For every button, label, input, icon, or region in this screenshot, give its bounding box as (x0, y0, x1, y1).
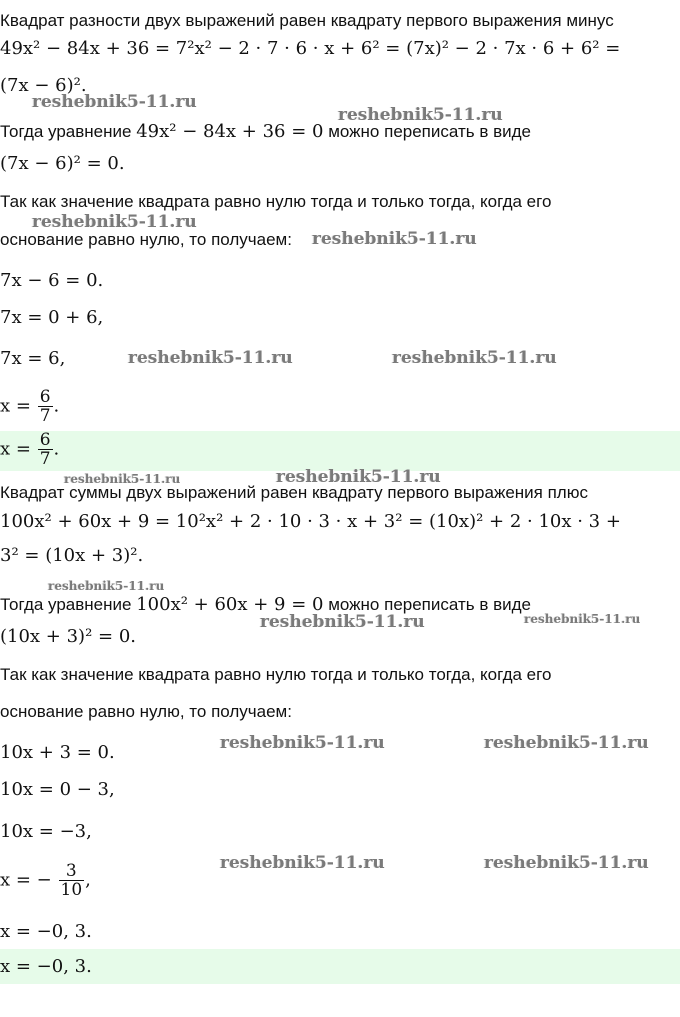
solution2-square-equation: (10x + 3)² = 0. (0, 626, 136, 647)
watermark: reshebnik5-11.ru (276, 467, 441, 487)
solution1-fraction-prefix: x = (0, 395, 31, 417)
watermark: reshebnik5-11.ru (312, 229, 477, 249)
solution1-rewrite-equation: 49x² − 84x + 36 = 0 (136, 121, 324, 142)
watermark: reshebnik5-11.ru (32, 92, 197, 112)
solution1-fraction-numerator: 6 (39, 387, 51, 407)
solution2-rewrite-text: Тогда уравнение (0, 595, 132, 614)
watermark: reshebnik5-11.ru (484, 853, 649, 873)
solution1-reason-line2: основание равно нулю, то получаем: (0, 230, 292, 249)
watermark: reshebnik5-11.ru (260, 612, 425, 632)
solution1-fraction (38, 388, 53, 425)
solution1-reason-line1: Так как значение квадрата равно нулю тогда и только тогда, когда его (0, 192, 552, 211)
solution1-expansion-line1: 49x² − 84x + 36 = 7²x² − 2 · 7 · 6 · x + 6² = (7x)² − 2 · 7x · 6 + 6² = (0, 38, 621, 59)
solution2-fraction-prefix: x = − (0, 869, 52, 891)
watermark: reshebnik5-11.ru (338, 105, 503, 125)
solution1-answer-fraction (38, 431, 53, 468)
solution1-rewrite-text2: можно переписать в виде (328, 122, 531, 141)
solution1-answer (0, 431, 59, 468)
watermark: reshebnik5-11.ru (220, 853, 385, 873)
solution2-answer-highlight (0, 949, 680, 984)
watermark: reshebnik5-11.ru (524, 612, 641, 626)
watermark: reshebnik5-11.ru (128, 348, 293, 368)
solution1-rewrite-text: Тогда уравнение (0, 122, 132, 141)
solution2-expansion-line1: 100x² + 60x + 9 = 10²x² + 2 · 10 · 3 · x + 3² = (10x)² + 2 · 10x · 3 + (0, 511, 621, 532)
solution2-step-3: 10x = −3, (0, 821, 92, 842)
solution1-answer-suffix: . (53, 438, 60, 460)
solution2-rewrite-text2: можно переписать в виде (328, 595, 531, 614)
solution1-answer-numerator: 6 (39, 430, 51, 450)
solution2-result: x = −0, 3. (0, 921, 92, 942)
solution2-reason-line2: основание равно нулю, то получаем: (0, 702, 292, 721)
watermark: reshebnik5-11.ru (220, 733, 385, 753)
solution1-answer-prefix: x = (0, 438, 31, 460)
solution2-step-2: 10x = 0 − 3, (0, 779, 115, 800)
solution2-fraction-line (0, 862, 91, 899)
solution1-step-3: 7x = 6, (0, 348, 66, 369)
solution1-step-2: 7x = 0 + 6, (0, 307, 104, 328)
solution2-fraction-denominator: 10 (60, 880, 83, 900)
solution1-answer-denominator: 7 (39, 449, 51, 469)
watermark: reshebnik5-11.ru (392, 348, 557, 368)
solution2-fraction-numerator: 3 (65, 861, 77, 881)
watermark: reshebnik5-11.ru (48, 579, 165, 593)
watermark: reshebnik5-11.ru (484, 733, 649, 753)
solution2-fraction (59, 862, 85, 899)
solution2-fraction-suffix: , (85, 869, 91, 891)
solution2-intro: Квадрат суммы двух выражений равен квадрату первого выражения плюс (0, 483, 588, 502)
solution1-square-equation: (7x − 6)² = 0. (0, 153, 125, 174)
solution2-rewrite-equation: 100x² + 60x + 9 = 0 (136, 594, 324, 615)
solution1-fraction-suffix: . (53, 395, 60, 417)
solution1-answer-highlight (0, 431, 680, 471)
solution1-fraction-denominator: 7 (39, 406, 51, 426)
watermark: reshebnik5-11.ru (32, 212, 197, 232)
solution2-step-1: 10x + 3 = 0. (0, 742, 115, 763)
solution2-expansion-line2: 3² = (10x + 3)². (0, 545, 144, 566)
solution1-intro: Квадрат разности двух выражений равен квадрату первого выражения минус (0, 11, 614, 30)
watermark: reshebnik5-11.ru (64, 472, 181, 486)
solution2-answer: x = −0, 3. (0, 956, 92, 977)
solution2-reason-line1: Так как значение квадрата равно нулю тогда и только тогда, когда его (0, 665, 552, 684)
solution1-step-1: 7x − 6 = 0. (0, 270, 104, 291)
solution1-expansion-line2: (7x − 6)². (0, 75, 87, 96)
solution1-fraction-line (0, 388, 59, 425)
